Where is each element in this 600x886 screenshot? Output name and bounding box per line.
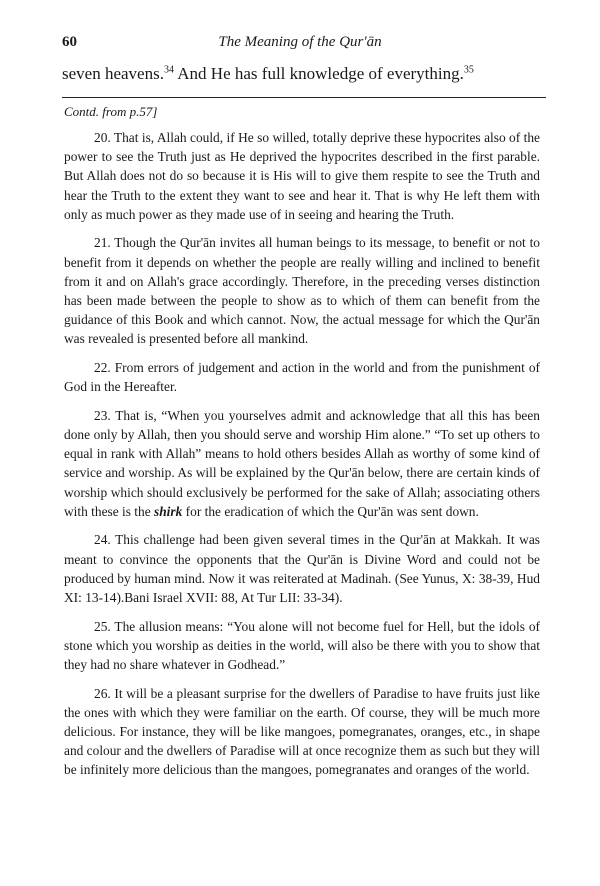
continued-from-label: Contd. from p.57] (64, 104, 158, 119)
note-21: 21. Though the Qur'ān invites all human beings to its message, to benefit or not to benefit from it depends on whether the people are really willing and inclined to benefit from it and on Allah's grace accordingly. Therefore, in the preceding verses distinction has been made between the people to show as to which of them can benefit from the guidance of this Book and which cannot. Now, the actual message for which the Qur'ān was revealed is presented before all mankind. (64, 235, 540, 347)
footnote-ref-35: 35 (463, 64, 474, 76)
footnotes (64, 128, 540, 789)
running-title: The Meaning of the Qur'ān (218, 34, 382, 50)
note-23-text-before: 23. That is, “When you yourselves admit and acknowledge that all this has been done only by Allah, then you should serve and worship Him alone.” “To set up others to equal in rank with Allah” means to hold others besides Allah as worthy of some kind of service and worship. As will be explained by the Qur'ān below, there are certain kinds of worship which should exclusively be performed for the sake of Allah; associating others with these is the (64, 407, 540, 519)
footnote-ref-34: 34 (163, 64, 174, 76)
verse-text-part1: seven heavens. (62, 64, 164, 83)
page-header (62, 34, 538, 56)
note-26: 26. It will be a pleasant surprise for the dwellers of Paradise to have fruits just like the ones with which they were familiar on the earth. Of course, they will be much more delicious. For instance, they will be like mangoes, pomegranates, oranges, etc., in shape and colour and the dwellers of Paradise will at once recognize them as such but they will be infinitely more delicious than the mangoes, pomegranates and oranges of the world. (64, 685, 540, 778)
verse-text-part2: And He has full knowledge of everything. (173, 64, 464, 83)
note-23-text-after: for the eradication of which the Qur'ān was sent down. (182, 503, 479, 519)
note-20: 20. That is, Allah could, if He so willed, totally deprive these hypocrites also of the power to see the Truth just as He deprived the hypocrites described in the first parable. But Allah does not do so because it is His will to give them respite to see the Truth and hear the Truth to the extent they want to see and hear it. That is why He left them with only as much power as they made use of in seeing and hearing the Truth. (64, 130, 540, 222)
note-22: 22. From errors of judgement and action in the world and from the punishment of God in the Hereafter. (64, 360, 540, 395)
verse-continuation-line (62, 64, 542, 84)
note-23 (64, 406, 540, 521)
separator-rule (62, 97, 546, 98)
note-24: 24. This challenge had been given several times in the Qur'ān at Makkah. It was meant to convince the opponents that the Qur'ān is Divine Word and could not be produced by human mind. Now it was reiterated at Madinah. (See Yunus, X: 38-39, Hud XI: 13-14).Bani Israel XVII: 88, At Tur LII: 33-34). (64, 532, 540, 606)
note-23-emphasis: shirk (154, 503, 183, 519)
page-number: 60 (62, 34, 77, 50)
note-25: 25. The allusion means: “You alone will not become fuel for Hell, but the idols of stone which you worship as deities in the world, will also be there with you to show that they had no share whatever in Godhead.” (64, 618, 540, 673)
